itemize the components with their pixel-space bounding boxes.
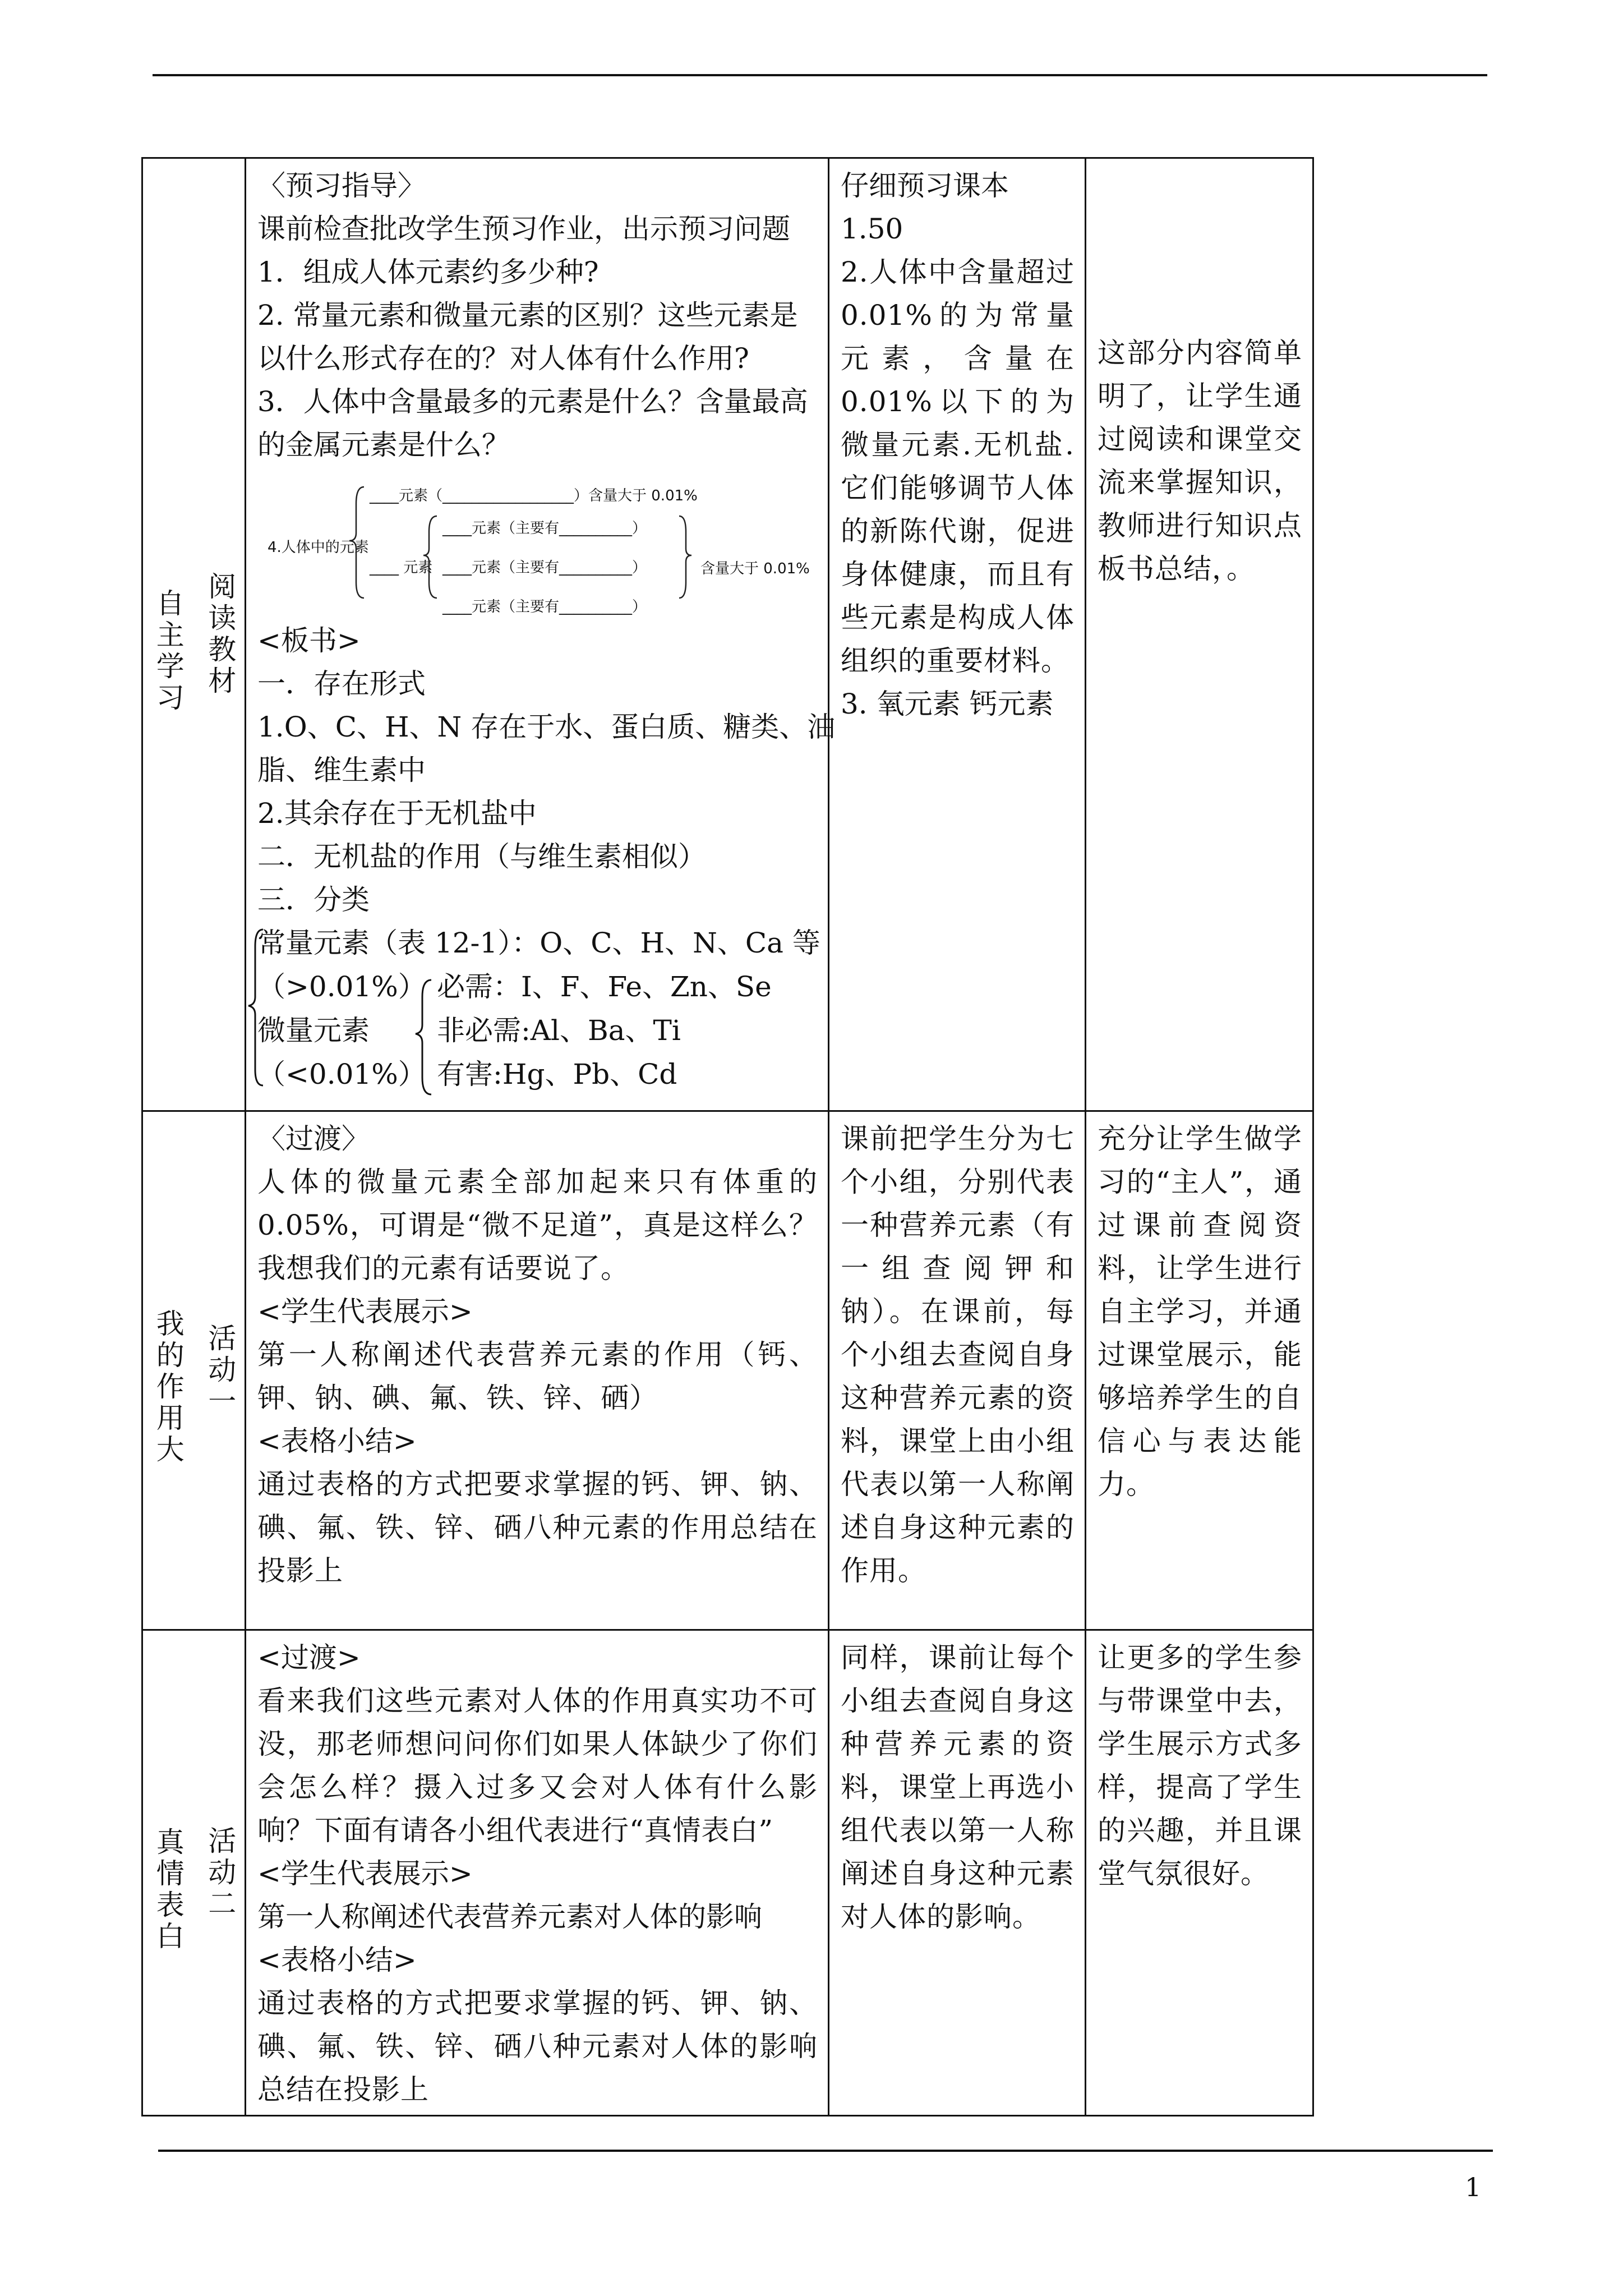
section-label-line1: 阅读教材	[204, 572, 237, 697]
transition-text: 人体的微量元素全部加起来只有体重的0.05%，可谓是“微不足道”，真是这样么？我想我们的元素有话要说了。	[257, 1166, 818, 1285]
design-intent-cell	[1086, 1630, 1313, 2116]
section-label-cell	[142, 158, 246, 1111]
section-label-line1: 活动二	[204, 1825, 237, 1920]
student-show-heading: <学生代表展示>	[257, 1857, 473, 1890]
diagram-root: 4.人体中的元素	[268, 539, 369, 556]
board-item-2b: 脂、维生素中	[257, 754, 426, 786]
student-activity-cell	[829, 1630, 1086, 2116]
board-item-3: 2.其余存在于无机盐中	[257, 797, 537, 830]
section-label-line2: 自主学习	[151, 588, 185, 714]
table-summary-heading: <表格小结>	[257, 1425, 417, 1457]
question-2a: 2. 常量元素和微量元素的区别？这些元素是	[257, 299, 798, 332]
essential-elements: 必需：I、F、Fe、Zn、Se	[437, 970, 772, 1003]
student-activity-text: 同样，课前让每个小组去查阅自身这种营养元素的资料，课堂上再选小组代表以第一人称阐述自身这种元素对人体的影响。	[841, 1641, 1075, 1933]
section-label-line2: 我的作用大	[151, 1309, 185, 1466]
board-item-1: 一．存在形式	[257, 668, 426, 700]
diagram-sub-2: ____元素（主要有__________）	[442, 559, 647, 576]
diagram-sub-3: ____元素（主要有__________）	[442, 599, 647, 615]
design-intent-text: 充分让学生做学习的“主人”，通过课前查阅资料，让学生进行自主学习，并通过课堂展示，能够培养学生的自信心与表达能力。	[1098, 1122, 1302, 1501]
design-intent-text: 让更多的学生参与带课堂中去，学生展示方式多样，提高了学生的兴趣，并且课堂气氛很好。	[1098, 1641, 1302, 1890]
teacher-activity-cell	[246, 158, 836, 1111]
footer-rule	[158, 2150, 1493, 2152]
question-2b: 以什么形式存在的？对人体有什么作用?	[257, 342, 749, 375]
student-show-text: 第一人称阐述代表营养元素的作用（钙、钾、钠、碘、氟、铁、锌、硒）	[257, 1338, 818, 1414]
design-intent-cell	[1086, 1111, 1313, 1630]
page-number: 1	[1465, 2172, 1482, 2202]
student-line-1: 仔细预习课本	[841, 169, 1009, 202]
header-rule	[153, 74, 1487, 76]
micro-elements: 微量元素	[257, 1014, 370, 1047]
student-activity-cell	[829, 158, 1086, 1111]
student-line-2: 1.50	[841, 213, 903, 245]
table-summary-heading: <表格小结>	[257, 1944, 417, 1976]
question-3a: 3．人体中含量最多的元素是什么？含量最高	[257, 385, 808, 418]
section-label-cell	[142, 1111, 246, 1630]
diagram-sub-1: ____元素（主要有__________）	[442, 520, 647, 537]
lesson-plan-table	[141, 157, 1314, 2116]
question-1: 1．组成人体元素约多少种?	[257, 256, 599, 288]
student-show-text: 第一人称阐述代表营养元素对人体的影响	[257, 1901, 762, 1933]
diagram-top-branch: ____元素（__________________）含量大于 0.01%	[370, 487, 698, 504]
student-line-3: 2.人体中含量超过0.01%的为常量元素，含量在0.01%以下的为微量元素.无机盐.它们能够调节人体的新陈代谢，促进身体健康，而且有些元素是构成人体组织的重要材料。	[841, 256, 1075, 677]
section-label-cell	[142, 1630, 246, 2116]
micro-ratio: （<0.01%）	[257, 1058, 426, 1091]
row-activity-two	[142, 1630, 1313, 2116]
transition-heading: <过渡>	[257, 1641, 361, 1674]
element-classification-diagram	[257, 470, 818, 615]
question-3b: 的金属元素是什么？	[257, 429, 510, 461]
board-heading: <板书>	[257, 624, 361, 657]
student-show-heading: <学生代表展示>	[257, 1295, 473, 1328]
nonessential-elements: 非必需:Al、Ba、Ti	[437, 1014, 681, 1047]
board-item-2a: 1.O、C、H、N 存在于水、蛋白质、糖类、油	[257, 711, 836, 743]
major-ratio: （>0.01%）	[257, 970, 426, 1003]
classification-brace-block	[257, 922, 818, 1107]
table-summary-text: 通过表格的方式把要求掌握的钙、钾、钠、碘、氟、铁、锌、硒八种元素的作用总结在投影上	[257, 1468, 818, 1587]
teacher-activity-cell	[246, 1630, 829, 2116]
board-item-5: 三．分类	[257, 884, 370, 916]
row-activity-one	[142, 1111, 1313, 1630]
student-line-4: 3. 氧元素 钙元素	[841, 688, 1054, 720]
student-activity-cell	[829, 1111, 1086, 1630]
preview-intro: 课前检查批改学生预习作业，出示预习问题	[257, 213, 790, 245]
design-intent-cell	[1086, 158, 1313, 1111]
student-activity-text: 课前把学生分为七个小组，分别代表一种营养元素（有一组查阅钾和钠）。在课前，每个小组去查阅自身这种营养元素的资料，课堂上由小组代表以第一人称阐述自身这种元素的作用。	[841, 1122, 1075, 1587]
major-elements: 常量元素（表 12-1）：O、C、H、N、Ca 等	[257, 927, 820, 959]
transition-heading: 〈过渡〉	[257, 1122, 370, 1155]
preview-heading: 〈预习指导〉	[257, 169, 426, 202]
section-label-line2: 真情表白	[151, 1826, 185, 1953]
diagram-bottom-note: 含量大于 0.01%	[700, 560, 810, 577]
diagram-bottom-branch: ____ 元素	[370, 559, 433, 576]
section-label-line1: 活动一	[204, 1323, 237, 1418]
transition-text: 看来我们这些元素对人体的作用真实功不可没，那老师想问问你们如果人体缺少了你们会怎么样？摄入过多又会对人体有什么影响？下面有请各小组代表进行“真情表白”	[257, 1685, 818, 1847]
row-reading-self-study	[142, 158, 1313, 1111]
teacher-activity-cell	[246, 1111, 829, 1630]
table-summary-text: 通过表格的方式把要求掌握的钙、钾、钠、碘、氟、铁、锌、硒八种元素对人体的影响总结在投影上	[257, 1987, 818, 2106]
harmful-elements: 有害:Hg、Pb、Cd	[437, 1058, 677, 1091]
design-intent-text: 这部分内容简单明了，让学生通过阅读和课堂交流来掌握知识，教师进行知识点板书总结，。	[1098, 337, 1302, 585]
board-item-4: 二．无机盐的作用（与维生素相似）	[257, 840, 706, 873]
